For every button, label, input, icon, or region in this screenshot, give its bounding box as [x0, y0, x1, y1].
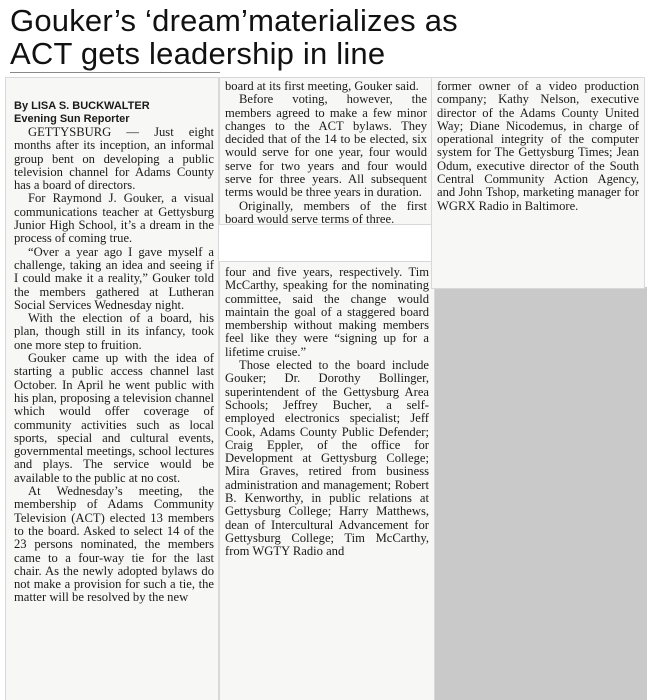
paragraph: board at its first meeting, Gouker said. [225, 79, 419, 93]
headline-line-1: Gouker’s ‘dream’materializes as [10, 3, 458, 38]
paragraph: Before voting, however, the members agreed to make a few minor changes to the ACT bylaws. They decided that of the 14 to be elected, six would serve for one year, four would serve for two years and four would serve for three years. All subsequent terms would be three years in duration. [225, 92, 427, 200]
paragraph: With the election of a board, his plan, though still in its infancy, took one more step to fruition. [14, 311, 214, 352]
headline [10, 4, 640, 70]
byline-author: By LISA S. BUCKWALTER [14, 100, 150, 112]
paragraph: “Over a year ago I gave myself a challenge, taking an idea and seeing if I could make it a reality,” Gouker told the members gathered at Lutheran Social Services Wednesday night. [14, 244, 214, 312]
paragraph: For Raymond J. Gouker, a visual communications teacher at Gettysburg Junior High School, it’s a dream in the process of coming true. [14, 191, 214, 246]
article-column-3 [437, 80, 639, 213]
article-column-2-top [225, 80, 427, 226]
article-column-2-bottom [225, 266, 429, 559]
paragraph: former owner of a video production company; Kathy Nelson, executive director of the Adams County United Way; Diane Nicodemus, in charge of operational integrity of the computer system for The Gettysburg Times; Jean Odum, executive director of the South Central Community Action Agency, and John Tshop, marketing manager for WGRX Radio in Baltimore. [437, 79, 639, 213]
paragraph: GETTYSBURG — Just eight months after its inception, an informal group bent on developing a public television channel for Adams County has a board of directors. [14, 125, 214, 193]
paragraph: At Wednesday’s meeting, the membership of Adams Community Television (ACT) elected 13 members to the board. Asked to select 14 of the 23 persons nominated, the members came to a four-way tie for the last chair. As the newly adopted bylaws do not make a provision for such a tie, the matter will be resolved by the new [14, 484, 214, 605]
paragraph: four and five years, respectively. Tim McCarthy, speaking for the nominating committee, said the change would maintain the goal of a staggered board membership without making members feel like they were “signing up for a lifetime cruise.” [225, 265, 429, 359]
paragraph: Gouker came up with the idea of starting a public access channel last October. In April he went public with his plan, proposing a television channel which would offer coverage of community activities such as local sports, special and cultural events, governmental meetings, school lectures and plays. The service would be available to the public at no cost. [14, 351, 214, 485]
headline-line-2: ACT gets leadership in line [10, 36, 386, 71]
byline [14, 100, 214, 126]
headline-rule [10, 72, 220, 73]
article-column-1 [14, 100, 214, 605]
paragraph: Those elected to the board include Gouker; Dr. Dorothy Bollinger, superintendent of the Gettysburg Area Schools; Jeffrey Bucher, a self-employed electronics specialist; Jeff Cook, Adams County Public Defender; Craig Eppler, of the office for Development at Gettysburg College; Mira Graves, retired from business administration and management; Robert B. Kenworthy, in public relations at Gettysburg College; Harry Matthews, dean of Intercultural Advancement for Gettysburg College; Tim McCarthy, from WGTY Radio and [225, 358, 429, 559]
background-shadow [432, 287, 647, 700]
byline-role: Evening Sun Reporter [14, 113, 130, 125]
paragraph: Originally, members of the first board would serve terms of three. [225, 198, 427, 226]
